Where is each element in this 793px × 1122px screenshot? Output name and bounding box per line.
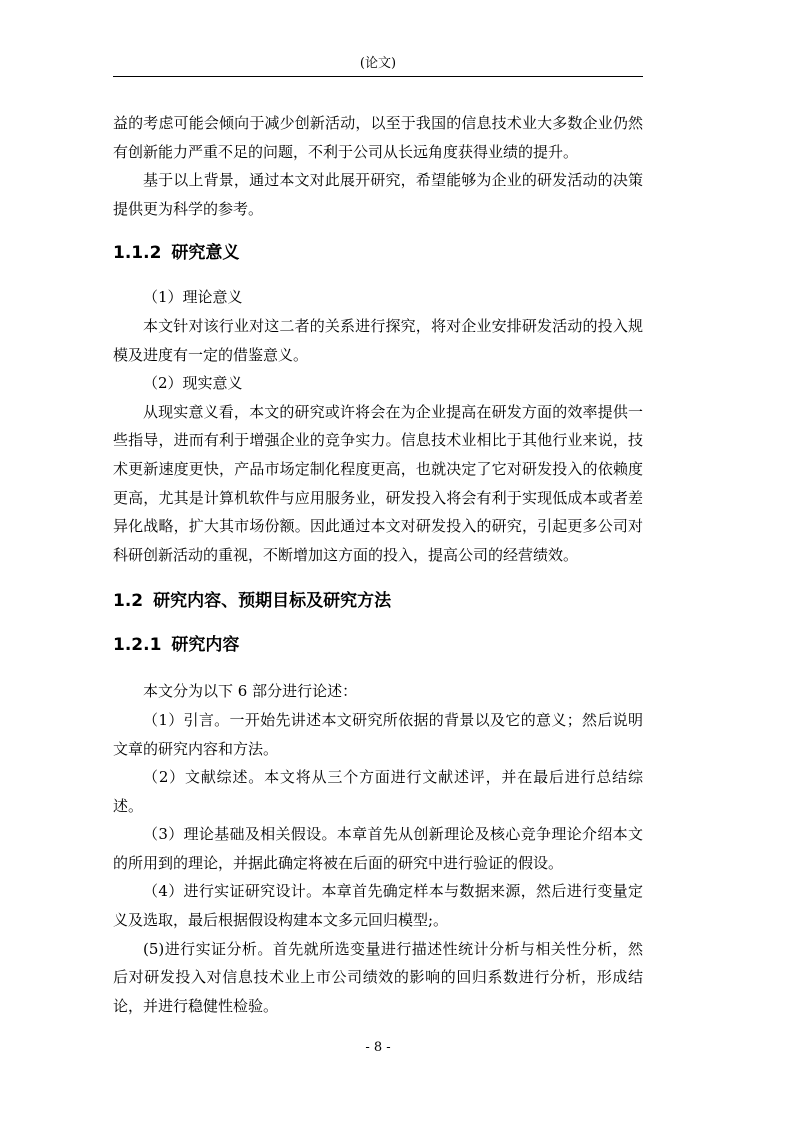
paragraph-practice: 从现实意义看，本文的研究或许将会在为企业提高在研发方面的效率提供一些指导，进而有利于增强企业的竞争实力。信息技术业相比于其他行业来说，技术更新速度更快，产品市场定制化程度更高，也就决定了它对研发投入的依赖度更高，尤其是计算机软件与应用服务业，研发投入将会有利于实现低成本或者差异化战略，扩大其市场份额。因此通过本文对研发投入的研究，引起更多公司对科研创新活动的重视，不断增加这方面的投入，提高公司的经营绩效。	[113, 402, 643, 564]
page-header: (论文)	[359, 56, 397, 71]
page-body	[113, 109, 643, 1020]
list-item: （1）引言。一开始先讲述本文研究所依据的背景以及它的意义；然后说明文章的研究内容和方法。	[113, 710, 643, 758]
list-item: （4）进行实证研究设计。本章首先确定样本与数据来源，然后进行变量定义及选取，最后根据假设构建本文多元回归模型;。	[113, 882, 643, 930]
paragraph-theory: 本文针对该行业对这二者的关系进行探究，将对企业安排研发活动的投入规模及进度有一定的借鉴意义。	[113, 316, 643, 364]
page-number: - 8 -	[365, 1040, 391, 1055]
list-item: （3）理论基础及相关假设。本章首先从创新理论及核心竞争理论介绍本文的所用到的理论，并据此确定将被在后面的研究中进行验证的假设。	[113, 825, 643, 872]
heading-number: 1.2.1	[113, 635, 162, 656]
paragraph-intro: 本文分为以下 6 部分进行论述：	[143, 682, 358, 701]
header-rule	[113, 76, 643, 77]
heading-title: 研究内容	[171, 635, 240, 656]
heading-number: 1.2	[113, 591, 144, 612]
heading-title: 研究内容、预期目标及研究方法	[153, 591, 392, 612]
heading-number: 1.1.2	[113, 243, 162, 264]
subheading-practice: （2）现实意义	[143, 374, 243, 393]
paragraph-continuation: 益的考虑可能会倾向于减少创新活动，以至于我国的信息技术业大多数企业仍然有创新能力严重不足的问题，不利于公司从长远角度获得业绩的提升。	[113, 114, 643, 161]
heading-1-2	[113, 589, 643, 613]
list-item: (5)进行实证分析。首先就所选变量进行描述性统计分析与相关性分析，然后对研发投入对信息技术业上市公司绩效的影响的回归系数进行分析，形成结论，并进行稳健性检验。	[113, 939, 643, 1015]
subheading-theory: （1）理论意义	[143, 288, 243, 307]
list-item: （2）文献综述。本文将从三个方面进行文献述评，并在最后进行总结综述。	[113, 768, 643, 815]
heading-1-1-2	[113, 241, 643, 265]
heading-1-2-1	[113, 633, 643, 657]
paragraph-background: 基于以上背景，通过本文对此展开研究，希望能够为企业的研发活动的决策提供更为科学的参考。	[113, 171, 643, 218]
heading-title: 研究意义	[171, 243, 240, 264]
